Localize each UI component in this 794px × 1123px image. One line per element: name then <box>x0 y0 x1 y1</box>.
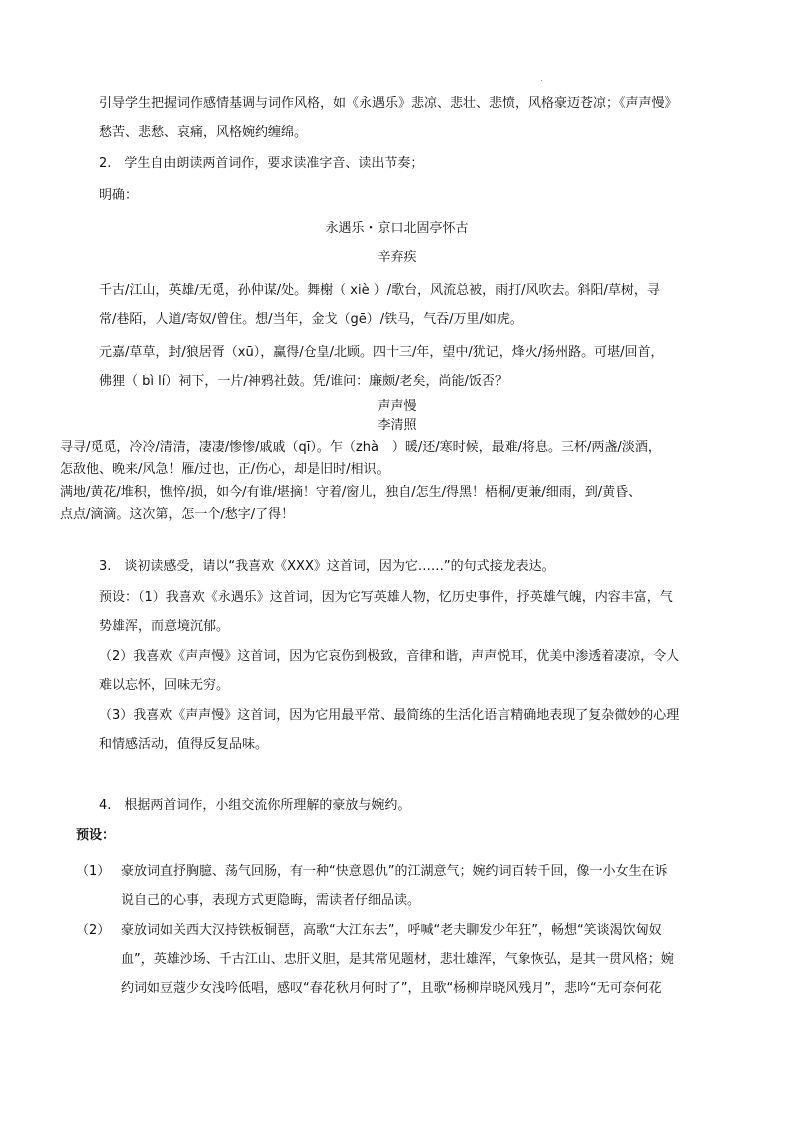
point-line: 豪放词直抒胸臆、荡气回肠，有一种“快意恩仇”的江湖意气；婉约词百转千回，像一小女生在诉 <box>121 864 668 879</box>
intro-line: 愁苦、悲愁、哀痛，风格婉约缠绵。 <box>99 125 308 140</box>
point-line: 说自己的心事，表现方式更隐晦，需读者仔细品读。 <box>121 893 421 908</box>
poem2-line: 点点/滴滴。这次第，怎一个/愁字/了得！ <box>60 507 295 522</box>
poem2-title: 声声慢 <box>377 399 417 414</box>
poem2-line: 满地/黄花/堆积，憔悴/损，如今/有谁/堪摘！守着/窗儿，独自/怎生/得黑！梧桐/更兼/细雨，到/黄昏、 <box>60 485 642 500</box>
item-4: 4. 根据两首词作，小组交流你所理解的豪放与婉约。 <box>99 798 411 813</box>
item-3: 3. 谈初读感受，请以“我喜欢《XXX》这首词，因为它……”的句式接龙表达。 <box>99 559 555 574</box>
poem1-stanza-1 <box>99 276 660 334</box>
decorative-dot: . <box>540 74 543 83</box>
point-line: 约词如豆蔻少女浅吟低唱，感叹“春花秋月何时了”，且歌“杨柳岸晓风残月”，悲吟“无可奈何花 <box>121 981 662 996</box>
poem2-stanza-2 <box>60 482 641 526</box>
preset-heading: 预设： <box>76 828 116 843</box>
point-1-text <box>121 857 667 915</box>
intro-line: 引导学生把握词作感情基调与词作风格，如《永遇乐》悲凉、悲壮、悲愤，风格豪迈苍凉；《声声慢》 <box>99 96 678 111</box>
preset3-answer-3 <box>99 701 679 759</box>
mingque-label: 明确： <box>99 188 139 203</box>
item-2: 2. 学生自由朗读两首词作，要求读准字音、读出节奏； <box>99 156 424 171</box>
preset3-answer-1 <box>99 583 673 641</box>
poem2-author: 李清照 <box>377 418 417 433</box>
preset3-line: （2）我喜欢《声声慢》这首词，因为它哀伤到极致，音律和谐，声声悦耳，优美中渗透着凄凉，令人 <box>99 649 680 664</box>
poem1-title: 永遇乐・京口北固亭怀古 <box>325 221 469 236</box>
preset3-line: 势雄浑，而意境沉郁。 <box>99 619 230 634</box>
point-2-text <box>121 916 674 1003</box>
poem1-line: 常/巷陌，人道/寄奴/曾住。想/当年，金戈（gē）/铁马，气吞/万里/如虎。 <box>99 312 523 327</box>
point-line: 豪放词如关西大汉持铁板铜琶，高歌“大江东去”，呼喊“老夫聊发少年狂”，畅想“笑谈渴饮匈奴 <box>121 923 662 938</box>
intro-paragraph <box>99 89 678 147</box>
poem2-stanza-1 <box>60 437 661 481</box>
point-2-number: （2） <box>76 923 111 938</box>
preset3-answer-2 <box>99 642 679 700</box>
preset3-line: 难以忘怀，回味无穷。 <box>99 678 230 693</box>
poem2-line: 怎敌他、晚来/风急！雁/过也，正/伤心，却是旧时/相识。 <box>60 462 390 477</box>
preset3-line: 预设：（1）我喜欢《永遇乐》这首词，因为它写英雄人物，忆历史事件，抒英雄气魄，内容丰富，气 <box>99 590 673 605</box>
poem1-line: 千古/江山，英雄/无觅，孙仲谋/处。舞榭（ xiè ）/歌台，风流总被，雨打/风吹去。斜阳/草树，寻 <box>99 283 660 298</box>
preset3-line: （3）我喜欢《声声慢》这首词，因为它用最平常、最简练的生活化语言精确地表现了复杂微妙的心理 <box>99 708 680 723</box>
poem2-line: 寻寻/觅觅，冷冷/清清，凄凄/惨惨/戚戚（qī）。乍（zhà ）暖/还/寒时候，最难/将息。三杯/两盏/淡酒， <box>60 440 661 455</box>
poem1-line: 元嘉/草草，封/狼居胥（xū），赢得/仓皇/北顾。四十三/年，望中/犹记，烽火/扬州路。可堪/回首， <box>99 345 664 360</box>
poem1-line: 佛狸（ bì lí）祠下，一片/神鸦社鼓。凭/谁问：廉颇/老矣，尚能/饭否？ <box>99 374 508 389</box>
point-1-number: （1） <box>76 864 111 879</box>
poem1-author: 辛弃疾 <box>377 250 417 265</box>
poem1-stanza-2 <box>99 338 663 396</box>
preset3-line: 和情感活动，值得反复品味。 <box>99 737 269 752</box>
point-line: 血”，英雄沙场、千古江山、忠肝义胆，是其常见题材，悲壮雄浑，气象恢弘，是其一贯风格；婉 <box>121 952 674 967</box>
